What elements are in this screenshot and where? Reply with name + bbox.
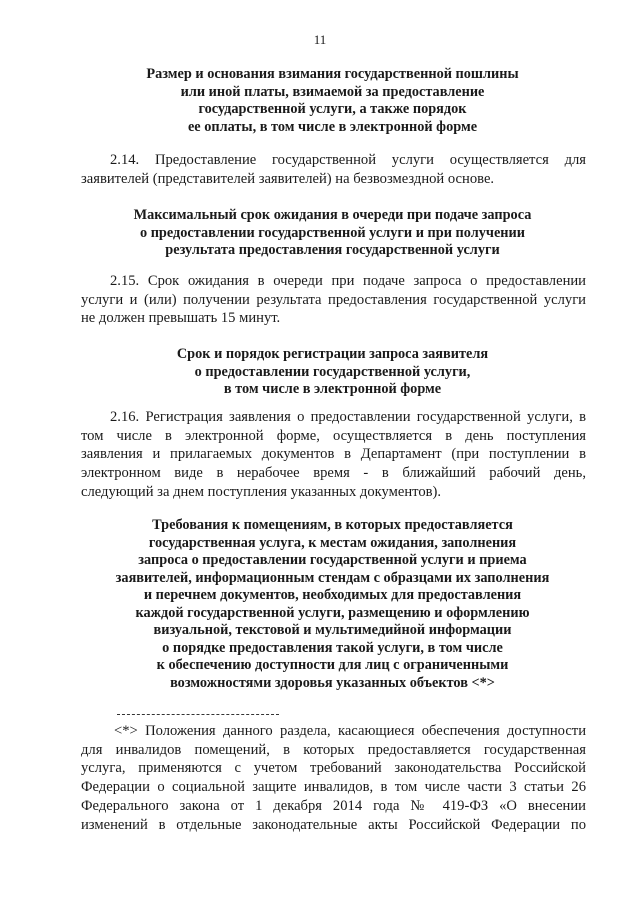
section-heading-premises: Требования к помещениям, в которых предоставляется государственная услуга, к местам ожидания, заполнения запроса о предоставлении государственной услуги и приема заявителей, информационным стендам с образцами их заполнения и перечнем документов, необходимых для предоставления каждой государственной услуги, размещению и оформлению визуальной, текстовой и мультимедийной информации о порядке предоставления такой услуги, в том числе к обеспечению доступности для лиц с ограниченными возможностями здоровья указанных объектов <*>	[115, 517, 550, 691]
paragraph-2-15: 2.15. Срок ожидания в очереди при подаче запроса о предоставлении услуги и (или) получении результата предоставления государственной услуги не должен превышать 15 минут.	[81, 273, 586, 327]
footnote: <*> Положения данного раздела, касающиеся обеспечения доступности для инвалидов помещений, в которых предоставляется государственная услуга, применяются с учетом требований законодательства Российской Федерации о социальной защите инвалидов, в том числе части 3 статьи 26 Федерального закона от 1 декабря 2014 года № 419-ФЗ «О внесении изменений в отдельные законодательные акты Российской Федерации по	[81, 723, 586, 833]
paragraph-2-14: 2.14. Предоставление государственной услуги осуществляется для заявителей (представителей заявителей) на безвозмездной основе.	[81, 152, 586, 187]
section-heading-fee: Размер и основания взимания государственной пошлины или иной платы, взимаемой за предоставление государственной услуги, а также порядок ее оплаты, в том числе в электронной форме	[146, 66, 519, 135]
page-number: 11	[313, 32, 327, 47]
footnote-separator	[117, 714, 279, 715]
section-heading-queue-time: Максимальный срок ожидания в очереди при подаче запроса о предоставлении государственной услуги и при получении результата предоставления государственной услуги	[133, 207, 532, 258]
paragraph-2-16: 2.16. Регистрация заявления о предоставлении государственной услуги, в том числе в электронной форме, осуществляется в день поступления заявления и прилагаемых документов в Департамент (при поступлении в электронном виде в нерабочее время - в ближайший рабочий день, следующий за днем поступления указанных документов).	[81, 409, 586, 500]
section-heading-registration: Срок и порядок регистрации запроса заявителя о предоставлении государственной услуги, в том числе в электронной форме	[176, 346, 489, 397]
